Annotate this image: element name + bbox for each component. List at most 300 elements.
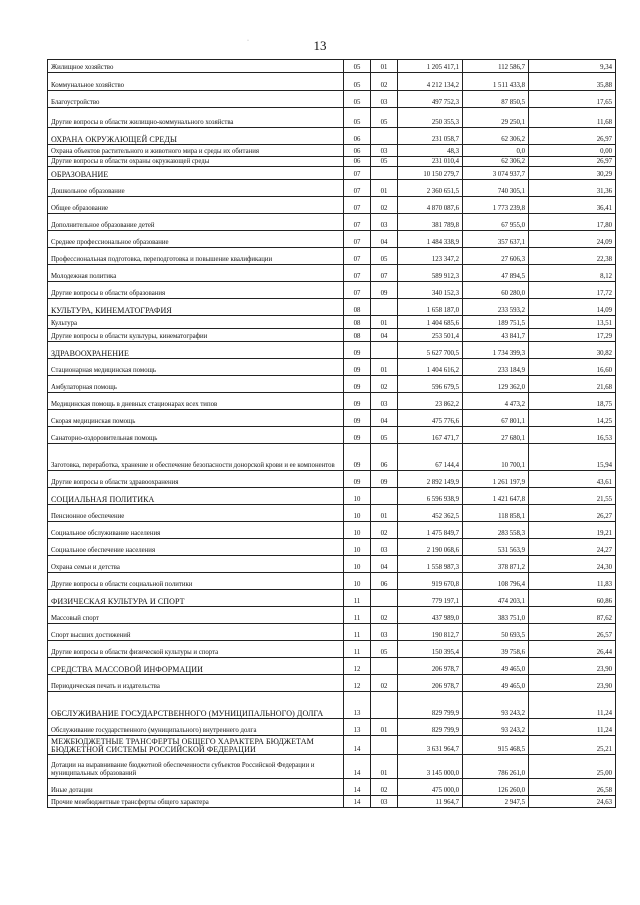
row-name: ФИЗИЧЕСКАЯ КУЛЬТУРА И СПОРТ	[48, 590, 344, 607]
table-row	[48, 108, 616, 128]
row-section-code: 07	[344, 282, 371, 299]
row-approved-amount: 253 501,4	[398, 329, 463, 342]
row-approved-amount: 11 964,7	[398, 796, 463, 808]
row-section-code: 10	[344, 488, 371, 505]
row-percent: 23,90	[529, 675, 616, 692]
row-name: Социальное обслуживание населения	[48, 522, 344, 539]
row-approved-amount: 206 978,7	[398, 675, 463, 692]
row-name: Периодическая печать и издательства	[48, 675, 344, 692]
row-name: Коммунальное хозяйство	[48, 73, 344, 91]
row-section-code: 12	[344, 675, 371, 692]
row-percent: 14,09	[529, 299, 616, 316]
row-percent: 17,72	[529, 282, 616, 299]
row-name: Дотации на выравнивание бюджетной обеспеченности субъектов Российской Федерации и муниципальных образований	[48, 755, 344, 779]
row-section-code: 14	[344, 755, 371, 779]
row-percent: 11,24	[529, 719, 616, 736]
row-subsection-code	[371, 590, 398, 607]
row-section-code: 05	[344, 60, 371, 73]
row-executed-amount: 67 955,0	[463, 214, 529, 231]
row-name: ОХРАНА ОКРУЖАЮЩЕЙ СРЕДЫ	[48, 128, 344, 145]
row-subsection-code: 05	[371, 248, 398, 265]
table-row	[48, 675, 616, 692]
row-approved-amount: 1 205 417,1	[398, 60, 463, 73]
row-subsection-code: 09	[371, 282, 398, 299]
row-subsection-code: 01	[371, 316, 398, 329]
table-row	[48, 755, 616, 779]
budget-table-body	[48, 60, 616, 808]
row-executed-amount: 62 306,2	[463, 128, 529, 145]
row-section-code: 10	[344, 556, 371, 573]
row-executed-amount: 60 280,0	[463, 282, 529, 299]
row-subsection-code: 03	[371, 796, 398, 808]
row-section-code: 07	[344, 167, 371, 180]
row-section-code: 05	[344, 108, 371, 128]
row-name: Массовый спорт	[48, 607, 344, 624]
row-section-code: 06	[344, 128, 371, 145]
row-executed-amount: 357 637,1	[463, 231, 529, 248]
row-percent: 36,41	[529, 197, 616, 214]
row-executed-amount: 93 243,2	[463, 719, 529, 736]
table-section-row	[48, 658, 616, 675]
row-section-code: 09	[344, 359, 371, 376]
row-section-code: 09	[344, 427, 371, 444]
row-section-code: 07	[344, 248, 371, 265]
row-executed-amount: 62 306,2	[463, 157, 529, 167]
row-section-code: 09	[344, 393, 371, 410]
row-name: Другие вопросы в области образования	[48, 282, 344, 299]
row-subsection-code	[371, 128, 398, 145]
row-percent: 30,82	[529, 342, 616, 359]
row-percent: 13,51	[529, 316, 616, 329]
row-section-code: 14	[344, 779, 371, 796]
row-name: СРЕДСТВА МАССОВОЙ ИНФОРМАЦИИ	[48, 658, 344, 675]
table-row	[48, 556, 616, 573]
row-executed-amount: 383 751,0	[463, 607, 529, 624]
table-row	[48, 197, 616, 214]
row-name: Другие вопросы в области охраны окружающей среды	[48, 157, 344, 167]
row-percent: 31,36	[529, 180, 616, 197]
table-row	[48, 410, 616, 427]
row-section-code: 11	[344, 607, 371, 624]
row-percent: 24,63	[529, 796, 616, 808]
row-section-code: 07	[344, 180, 371, 197]
row-subsection-code	[371, 488, 398, 505]
row-approved-amount: 475 000,0	[398, 779, 463, 796]
row-subsection-code	[371, 299, 398, 316]
row-name: Другие вопросы в области жилищно-коммунального хозяйства	[48, 108, 344, 128]
row-name: Благоустройство	[48, 91, 344, 108]
row-approved-amount: 596 679,5	[398, 376, 463, 393]
table-row	[48, 522, 616, 539]
row-subsection-code	[371, 342, 398, 359]
row-executed-amount: 1 734 399,3	[463, 342, 529, 359]
row-approved-amount: 1 404 685,6	[398, 316, 463, 329]
row-subsection-code: 03	[371, 624, 398, 641]
table-row	[48, 505, 616, 522]
row-name: Заготовка, переработка, хранение и обеспечение безопасности донорской крови и ее компонентов	[48, 444, 344, 471]
row-approved-amount: 123 347,2	[398, 248, 463, 265]
row-executed-amount: 740 305,1	[463, 180, 529, 197]
row-section-code: 06	[344, 145, 371, 157]
row-name: Пенсионное обеспечение	[48, 505, 344, 522]
table-row	[48, 265, 616, 282]
row-percent: 25,21	[529, 736, 616, 755]
row-approved-amount: 3 631 964,7	[398, 736, 463, 755]
row-approved-amount: 1 658 187,0	[398, 299, 463, 316]
table-row	[48, 427, 616, 444]
row-percent: 17,29	[529, 329, 616, 342]
row-subsection-code	[371, 167, 398, 180]
row-percent: 25,00	[529, 755, 616, 779]
row-approved-amount: 1 475 849,7	[398, 522, 463, 539]
row-approved-amount: 23 862,2	[398, 393, 463, 410]
row-subsection-code: 02	[371, 675, 398, 692]
row-name: СОЦИАЛЬНАЯ ПОЛИТИКА	[48, 488, 344, 505]
row-subsection-code: 01	[371, 755, 398, 779]
row-approved-amount: 2 892 149,9	[398, 471, 463, 488]
row-name: Другие вопросы в области физической культуры и спорта	[48, 641, 344, 658]
row-percent: 21,55	[529, 488, 616, 505]
row-name: Обслуживание государственного (муниципального) внутреннего долга	[48, 719, 344, 736]
row-percent: 11,68	[529, 108, 616, 128]
row-executed-amount: 915 468,5	[463, 736, 529, 755]
row-subsection-code: 03	[371, 393, 398, 410]
table-row	[48, 471, 616, 488]
row-executed-amount: 531 563,9	[463, 539, 529, 556]
row-name: Общее образование	[48, 197, 344, 214]
row-percent: 24,30	[529, 556, 616, 573]
row-approved-amount: 231 010,4	[398, 157, 463, 167]
row-approved-amount: 167 471,7	[398, 427, 463, 444]
table-section-row	[48, 736, 616, 755]
table-row	[48, 214, 616, 231]
row-executed-amount: 50 693,5	[463, 624, 529, 641]
row-percent: 16,60	[529, 359, 616, 376]
table-row	[48, 157, 616, 167]
row-percent: 26,97	[529, 128, 616, 145]
row-executed-amount: 283 558,3	[463, 522, 529, 539]
row-executed-amount: 189 751,5	[463, 316, 529, 329]
row-percent: 9,34	[529, 60, 616, 73]
table-row	[48, 145, 616, 157]
row-approved-amount: 6 596 938,9	[398, 488, 463, 505]
row-approved-amount: 779 197,1	[398, 590, 463, 607]
row-executed-amount: 786 261,0	[463, 755, 529, 779]
row-name: Стационарная медицинская помощь	[48, 359, 344, 376]
row-name: Медицинская помощь в дневных стационарах всех типов	[48, 393, 344, 410]
row-section-code: 05	[344, 73, 371, 91]
row-section-code: 13	[344, 719, 371, 736]
row-subsection-code: 04	[371, 329, 398, 342]
table-row	[48, 641, 616, 658]
row-approved-amount: 340 152,3	[398, 282, 463, 299]
scan-mark: ·	[247, 38, 249, 44]
row-executed-amount: 47 894,5	[463, 265, 529, 282]
row-section-code: 05	[344, 91, 371, 108]
row-executed-amount: 87 850,5	[463, 91, 529, 108]
row-name: Прочие межбюджетные трансферты общего характера	[48, 796, 344, 808]
table-row	[48, 393, 616, 410]
row-percent: 21,68	[529, 376, 616, 393]
row-percent: 17,65	[529, 91, 616, 108]
table-section-row	[48, 299, 616, 316]
row-percent: 11,83	[529, 573, 616, 590]
row-approved-amount: 10 150 279,7	[398, 167, 463, 180]
row-name: Охрана семьи и детства	[48, 556, 344, 573]
row-percent: 26,57	[529, 624, 616, 641]
row-name: Охрана объектов растительного и животного мира и среды их обитания	[48, 145, 344, 157]
row-subsection-code: 03	[371, 539, 398, 556]
row-name: Культура	[48, 316, 344, 329]
row-approved-amount: 190 812,7	[398, 624, 463, 641]
row-name: Молодежная политика	[48, 265, 344, 282]
row-executed-amount: 112 586,7	[463, 60, 529, 73]
row-percent: 23,90	[529, 658, 616, 675]
row-subsection-code: 02	[371, 376, 398, 393]
table-row	[48, 248, 616, 265]
row-percent: 18,75	[529, 393, 616, 410]
row-approved-amount: 4 212 134,2	[398, 73, 463, 91]
row-subsection-code: 02	[371, 779, 398, 796]
row-subsection-code: 06	[371, 444, 398, 471]
row-executed-amount: 3 074 937,7	[463, 167, 529, 180]
row-approved-amount: 919 670,8	[398, 573, 463, 590]
row-subsection-code	[371, 736, 398, 755]
row-executed-amount: 43 841,7	[463, 329, 529, 342]
row-percent: 0,00	[529, 145, 616, 157]
row-name: ОБРАЗОВАНИЕ	[48, 167, 344, 180]
row-executed-amount: 126 260,0	[463, 779, 529, 796]
row-subsection-code: 06	[371, 573, 398, 590]
row-executed-amount: 27 680,1	[463, 427, 529, 444]
row-subsection-code: 02	[371, 197, 398, 214]
row-name: Жилищное хозяйство	[48, 60, 344, 73]
row-executed-amount: 0,0	[463, 145, 529, 157]
table-row	[48, 60, 616, 73]
row-subsection-code: 03	[371, 214, 398, 231]
table-section-row	[48, 488, 616, 505]
row-section-code: 08	[344, 316, 371, 329]
row-subsection-code: 04	[371, 231, 398, 248]
row-name: Профессиональная подготовка, переподготовка и повышение квалификации	[48, 248, 344, 265]
row-section-code: 09	[344, 376, 371, 393]
table-section-row	[48, 128, 616, 145]
row-percent: 26,44	[529, 641, 616, 658]
row-percent: 11,24	[529, 692, 616, 719]
row-executed-amount: 1 261 197,9	[463, 471, 529, 488]
row-subsection-code	[371, 658, 398, 675]
row-approved-amount: 48,3	[398, 145, 463, 157]
table-section-row	[48, 692, 616, 719]
row-executed-amount: 474 203,1	[463, 590, 529, 607]
row-executed-amount: 1 421 647,8	[463, 488, 529, 505]
row-name: Среднее профессиональное образование	[48, 231, 344, 248]
row-section-code: 09	[344, 471, 371, 488]
row-executed-amount: 108 796,4	[463, 573, 529, 590]
row-percent: 16,53	[529, 427, 616, 444]
table-row	[48, 796, 616, 808]
table-row	[48, 573, 616, 590]
row-approved-amount: 1 404 616,2	[398, 359, 463, 376]
row-subsection-code: 07	[371, 265, 398, 282]
row-percent: 26,27	[529, 505, 616, 522]
row-subsection-code: 01	[371, 180, 398, 197]
row-approved-amount: 475 776,6	[398, 410, 463, 427]
table-row	[48, 719, 616, 736]
row-approved-amount: 829 799,9	[398, 692, 463, 719]
row-percent: 43,61	[529, 471, 616, 488]
row-executed-amount: 378 871,2	[463, 556, 529, 573]
row-executed-amount: 129 362,0	[463, 376, 529, 393]
row-subsection-code: 01	[371, 359, 398, 376]
row-approved-amount: 437 989,0	[398, 607, 463, 624]
row-subsection-code: 02	[371, 73, 398, 91]
row-subsection-code: 03	[371, 145, 398, 157]
row-section-code: 12	[344, 658, 371, 675]
row-percent: 15,94	[529, 444, 616, 471]
row-section-code: 10	[344, 522, 371, 539]
row-approved-amount: 2 190 068,6	[398, 539, 463, 556]
row-subsection-code: 04	[371, 556, 398, 573]
row-percent: 8,12	[529, 265, 616, 282]
row-name: Скорая медицинская помощь	[48, 410, 344, 427]
row-section-code: 11	[344, 590, 371, 607]
row-approved-amount: 250 355,3	[398, 108, 463, 128]
row-approved-amount: 231 058,7	[398, 128, 463, 145]
row-section-code: 10	[344, 539, 371, 556]
row-subsection-code: 05	[371, 427, 398, 444]
row-section-code: 07	[344, 265, 371, 282]
row-approved-amount: 1 484 338,9	[398, 231, 463, 248]
row-name: Санаторно-оздоровительная помощь	[48, 427, 344, 444]
row-name: Другие вопросы в области культуры, кинематографии	[48, 329, 344, 342]
row-percent: 14,25	[529, 410, 616, 427]
row-approved-amount: 3 145 000,0	[398, 755, 463, 779]
table-row	[48, 91, 616, 108]
row-executed-amount: 118 858,1	[463, 505, 529, 522]
row-name: Дополнительное образование детей	[48, 214, 344, 231]
row-section-code: 07	[344, 231, 371, 248]
row-executed-amount: 233 593,2	[463, 299, 529, 316]
row-section-code: 09	[344, 342, 371, 359]
table-section-row	[48, 590, 616, 607]
row-name: Спорт высших достижений	[48, 624, 344, 641]
row-subsection-code: 05	[371, 641, 398, 658]
table-section-row	[48, 167, 616, 180]
row-approved-amount: 67 144,4	[398, 444, 463, 471]
row-percent: 60,86	[529, 590, 616, 607]
row-executed-amount: 39 758,6	[463, 641, 529, 658]
table-row	[48, 539, 616, 556]
row-approved-amount: 5 627 700,5	[398, 342, 463, 359]
row-approved-amount: 589 912,3	[398, 265, 463, 282]
table-row	[48, 316, 616, 329]
row-approved-amount: 2 360 651,5	[398, 180, 463, 197]
row-executed-amount: 4 473,2	[463, 393, 529, 410]
row-executed-amount: 1 773 239,8	[463, 197, 529, 214]
row-name: Иные дотации	[48, 779, 344, 796]
row-section-code: 11	[344, 624, 371, 641]
row-subsection-code: 03	[371, 91, 398, 108]
table-row	[48, 376, 616, 393]
row-approved-amount: 206 978,7	[398, 658, 463, 675]
row-subsection-code: 01	[371, 60, 398, 73]
row-executed-amount: 1 511 433,8	[463, 73, 529, 91]
table-row	[48, 73, 616, 91]
row-percent: 24,27	[529, 539, 616, 556]
row-section-code: 10	[344, 505, 371, 522]
row-subsection-code: 04	[371, 410, 398, 427]
row-name: Другие вопросы в области социальной политики	[48, 573, 344, 590]
row-approved-amount: 1 558 987,3	[398, 556, 463, 573]
row-subsection-code: 01	[371, 719, 398, 736]
table-row	[48, 231, 616, 248]
row-section-code: 08	[344, 299, 371, 316]
row-percent: 26,58	[529, 779, 616, 796]
table-row	[48, 359, 616, 376]
page-number: 13	[313, 38, 327, 53]
row-subsection-code: 09	[371, 471, 398, 488]
row-percent: 87,62	[529, 607, 616, 624]
row-executed-amount: 29 250,1	[463, 108, 529, 128]
row-section-code: 06	[344, 157, 371, 167]
row-subsection-code: 05	[371, 108, 398, 128]
table-row	[48, 329, 616, 342]
row-subsection-code: 05	[371, 157, 398, 167]
row-section-code: 09	[344, 444, 371, 471]
row-name: Социальное обеспечение населения	[48, 539, 344, 556]
table-row	[48, 282, 616, 299]
row-executed-amount: 27 606,3	[463, 248, 529, 265]
row-executed-amount: 67 801,1	[463, 410, 529, 427]
row-name: ЗДРАВООХРАНЕНИЕ	[48, 342, 344, 359]
row-name: ОБСЛУЖИВАНИЕ ГОСУДАРСТВЕННОГО (МУНИЦИПАЛЬНОГО) ДОЛГА	[48, 692, 344, 719]
row-executed-amount: 93 243,2	[463, 692, 529, 719]
row-name: Дошкольное образование	[48, 180, 344, 197]
row-section-code: 11	[344, 641, 371, 658]
table-section-row	[48, 342, 616, 359]
row-name: Амбулаторная помощь	[48, 376, 344, 393]
row-subsection-code: 02	[371, 522, 398, 539]
row-approved-amount: 4 870 087,6	[398, 197, 463, 214]
row-name: Другие вопросы в области здравоохранения	[48, 471, 344, 488]
row-section-code: 14	[344, 736, 371, 755]
row-approved-amount: 452 362,5	[398, 505, 463, 522]
row-section-code: 10	[344, 573, 371, 590]
row-percent: 30,29	[529, 167, 616, 180]
row-executed-amount: 49 465,0	[463, 675, 529, 692]
row-executed-amount: 233 184,9	[463, 359, 529, 376]
row-percent: 35,88	[529, 73, 616, 91]
row-section-code: 08	[344, 329, 371, 342]
row-percent: 26,97	[529, 157, 616, 167]
table-row	[48, 180, 616, 197]
row-percent: 19,21	[529, 522, 616, 539]
row-executed-amount: 10 700,1	[463, 444, 529, 471]
row-percent: 24,09	[529, 231, 616, 248]
row-name: МЕЖБЮДЖЕТНЫЕ ТРАНСФЕРТЫ ОБЩЕГО ХАРАКТЕРА БЮДЖЕТАМ БЮДЖЕТНОЙ СИСТЕМЫ РОССИЙСКОЙ ФЕДЕРАЦИИ	[48, 736, 344, 755]
row-subsection-code	[371, 692, 398, 719]
row-approved-amount: 829 799,9	[398, 719, 463, 736]
row-subsection-code: 02	[371, 607, 398, 624]
table-row	[48, 624, 616, 641]
table-row	[48, 607, 616, 624]
row-approved-amount: 497 752,3	[398, 91, 463, 108]
row-section-code: 07	[344, 197, 371, 214]
table-row	[48, 444, 616, 471]
row-percent: 22,38	[529, 248, 616, 265]
row-executed-amount: 2 947,5	[463, 796, 529, 808]
